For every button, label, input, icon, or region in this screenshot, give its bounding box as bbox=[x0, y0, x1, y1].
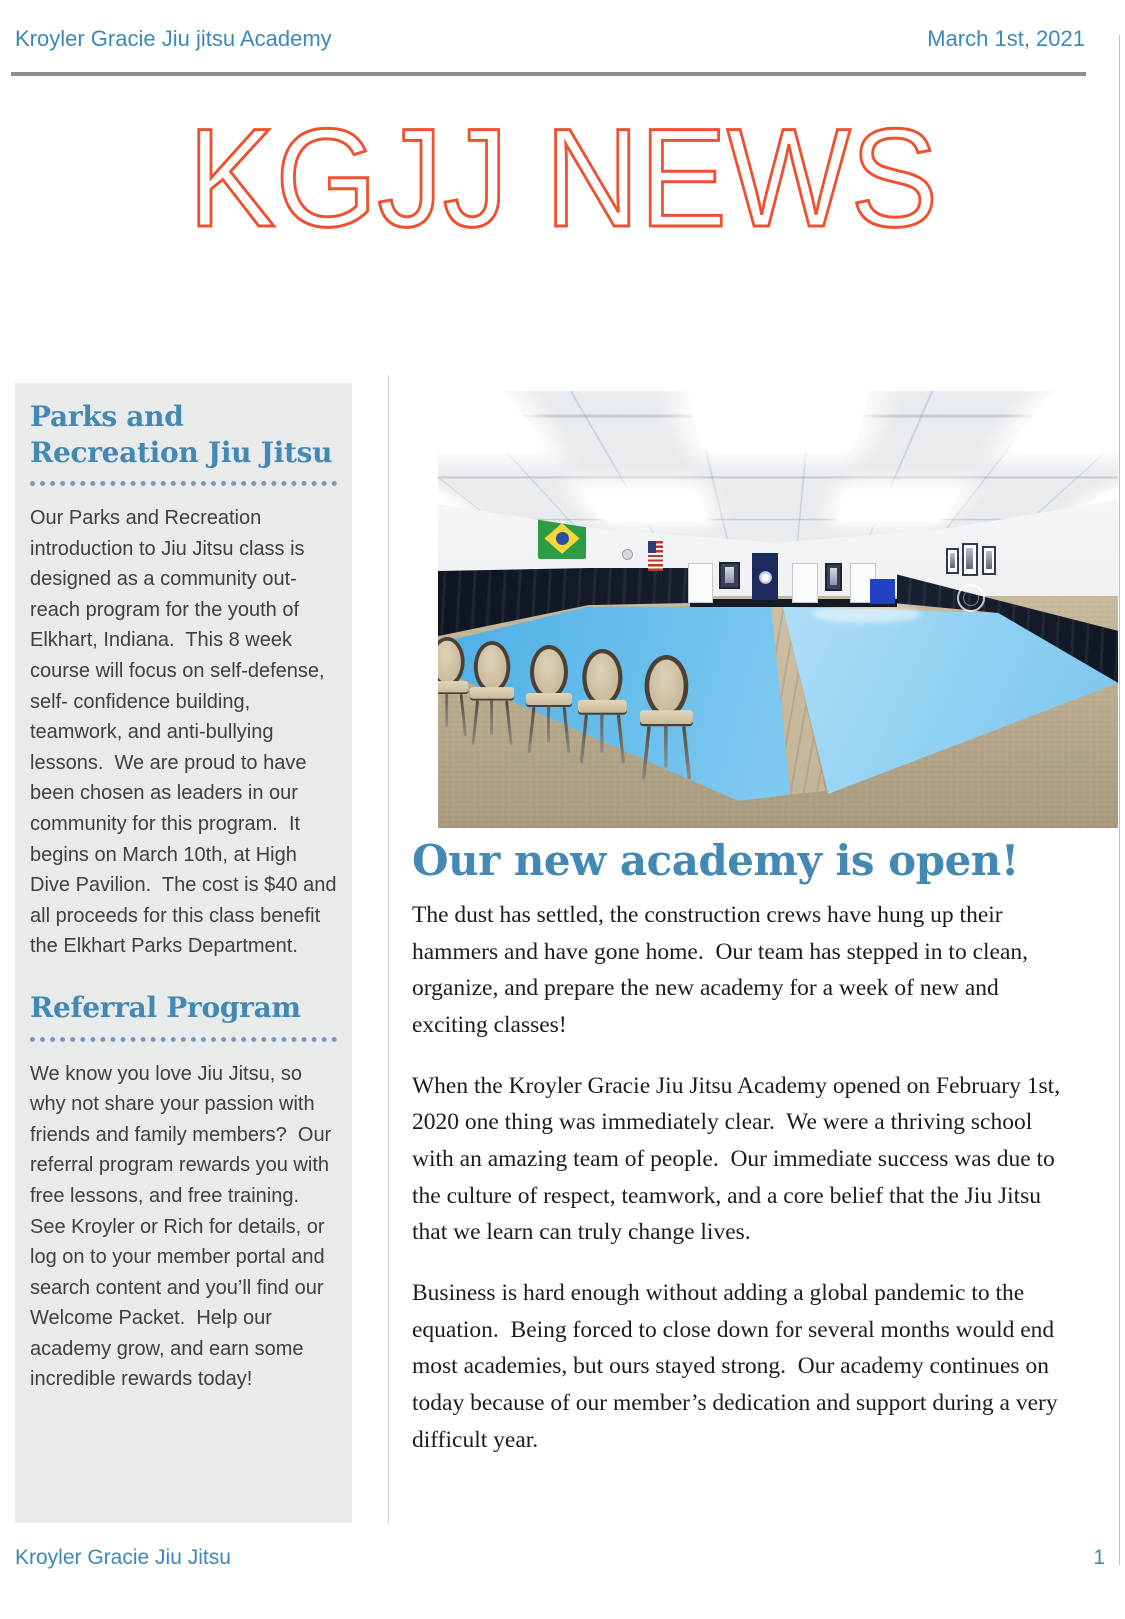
article-heading: Our new academy is open! bbox=[412, 836, 1019, 885]
chair-back bbox=[438, 637, 465, 687]
banquet-chair bbox=[578, 649, 627, 776]
ceiling-light bbox=[579, 488, 709, 521]
article-paragraph-1: The dust has settled, the construction crews have hung up their hammers and have gone home. Our team has stepped in to clean, organize, and prepare the new academy for a week of new and exciting classes! bbox=[412, 902, 1034, 1038]
usa-flag bbox=[648, 541, 663, 571]
header-date: March 1st, 2021 bbox=[927, 26, 1085, 51]
page-edge-line bbox=[1119, 35, 1120, 1565]
door bbox=[688, 563, 713, 603]
masthead-title: KGJJ NEWS bbox=[187, 110, 938, 242]
sidebar-body-referral-program: We know you love Jiu Jitsu, so why not share your passion with friends and family members? Our referral program rewards you with free lessons, and free training. See Kroyler or Rich for details, or log on to your member portal and search content and you’ll find our Welcome Packet. Help our academy grow, and earn some incredible rewards today! bbox=[30, 1062, 337, 1391]
dotted-divider bbox=[30, 481, 337, 486]
ceiling-light bbox=[1005, 391, 1118, 452]
chair-seat bbox=[526, 693, 572, 705]
framed-picture bbox=[982, 546, 996, 575]
chair-seat bbox=[470, 687, 514, 699]
banquet-chair bbox=[526, 645, 572, 765]
framed-picture bbox=[962, 543, 978, 576]
article bbox=[398, 820, 1090, 1482]
ceiling-light bbox=[685, 391, 871, 452]
wall-poster bbox=[825, 563, 842, 591]
chair-back bbox=[582, 649, 622, 706]
chair-back bbox=[530, 645, 568, 699]
header-divider-rule bbox=[11, 72, 1086, 76]
wall-poster bbox=[719, 562, 740, 589]
sidebar-body-parks-and-recreation: Our Parks and Recreation introduction to Jiu Jitsu class is designed as a community out-reach program for the youth of Elkhart, Indiana. This 8 week course will focus on self-defense, self- confidence building, teamwork, and anti-bullying lessons. We are proud to have been chosen as leaders in our community for this program. It begins on March 10th, at High Dive Pavilion. The cost is $40 and all proceeds for this class benefit the Elkhart Parks Department. bbox=[30, 507, 343, 958]
academy-photo bbox=[438, 391, 1118, 828]
column-divider-line bbox=[388, 375, 389, 1523]
article-paragraph-3: Business is hard enough without adding a global pandemic to the equation. Being forced to close down for several months would end most academies, but ours stayed strong. Our academy continues on today because of our member’s dedication and support during a very difficult year. bbox=[412, 1279, 1064, 1453]
ceiling-light bbox=[836, 488, 964, 521]
dotted-divider bbox=[30, 1037, 337, 1042]
blue-crash-pad bbox=[870, 579, 895, 604]
chair-seat bbox=[438, 681, 468, 692]
footer-page-number: 1 bbox=[1093, 1546, 1105, 1569]
brazil-flag-globe bbox=[556, 532, 569, 545]
banquet-chair bbox=[438, 637, 468, 747]
chair-seat bbox=[578, 700, 627, 713]
mat-worn-patch bbox=[812, 605, 921, 622]
page-footer bbox=[15, 1546, 1105, 1570]
header-academy-name: Kroyler Gracie Jiu jitsu Academy bbox=[15, 26, 332, 51]
sidebar bbox=[15, 383, 352, 1523]
banquet-chair bbox=[640, 655, 693, 793]
wall-clock bbox=[622, 549, 633, 560]
banquet-chair bbox=[470, 641, 514, 756]
door bbox=[792, 563, 818, 603]
chair-seat bbox=[640, 710, 693, 724]
sidebar-heading-referral-program: Referral Program bbox=[30, 991, 301, 1024]
curtain-logo-emblem bbox=[957, 584, 985, 612]
framed-picture bbox=[946, 548, 959, 574]
chair-back bbox=[474, 641, 510, 693]
sidebar-heading-parks-and-recreation: Parks and Recreation Jiu Jitsu bbox=[30, 400, 333, 469]
masthead bbox=[0, 110, 1125, 247]
footer-academy-name: Kroyler Gracie Jiu Jitsu bbox=[15, 1546, 231, 1569]
article-paragraph-2: When the Kroyler Gracie Jiu Jitsu Academy opened on February 1st, 2020 one thing was immediately clear. We were a thriving school with an amazing team of people. Our immediate success was due to the culture of respect, teamwork, and a core belief that the Jiu Jitsu that we learn can truly change lives. bbox=[412, 1072, 1066, 1246]
chair-back bbox=[645, 655, 689, 717]
navy-academy-banner bbox=[752, 553, 778, 600]
masthead-svg bbox=[168, 110, 958, 242]
ceiling-light bbox=[438, 391, 551, 452]
